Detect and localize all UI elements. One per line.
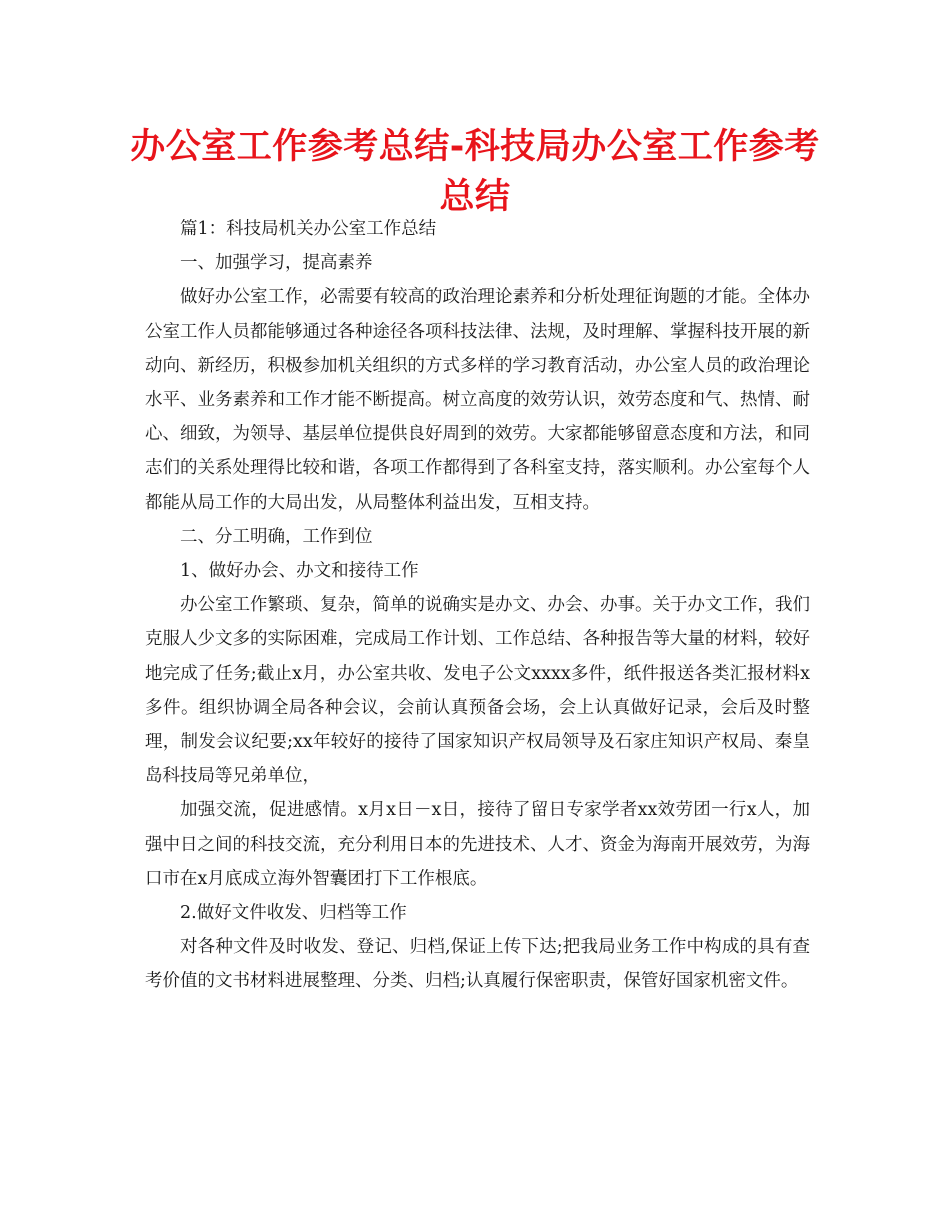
section-heading-1: 一、加强学习，提高素养 (180, 253, 373, 274)
document-title: 办公室工作参考总结-科技局办公室工作参考总结 (130, 127, 820, 217)
paragraph: 做好办公室工作，必需要有较高的政治理论素养和分析处理征询题的才能。全体办公室工作人员都能够通过各种途径各项科技法律、法规，及时理解、掌握科技开展的新动向、新经历，积极参加机关组织的方式多样的学习教育活动，办公室人员的政治理论水平、业务素养和工作才能不断提高。树立高度的效劳认识，效劳态度和气、热情、耐心、细致，为领导、基层单位提供良好周到的效劳。大家都能够留意态度和方法，和同志们的关系处理得比较和谐，各项工作都得到了各科室支持，落实顺利。办公室每个人都能从局工作的大局出发，从局整体利益出发，互相支持。 (145, 287, 810, 513)
paragraph: 对各种文件及时收发、登记、归档,保证上传下达;把我局业务工作中构成的具有查考价值的文书材料进展整理、分类、归档;认真履行保密职责，保管好国家机密文件。 (145, 937, 810, 992)
subsection-heading-2: 2.做好文件收发、归档等工作 (180, 903, 407, 924)
subsection-heading-1: 1、做好办会、办文和接待工作 (180, 561, 419, 582)
document-body (145, 212, 810, 999)
section-heading-2: 二、分工明确，工作到位 (180, 526, 373, 547)
paragraph: 加强交流，促进感情。x月x日－x日，接待了留日专家学者xx效劳团一行x人，加强中日之间的科技交流，充分利用日本的先进技术、人才、资金为海南开展效劳，为海口市在x月底成立海外智囊团打下工作根底。 (145, 800, 810, 889)
section-heading-article-1: 篇1：科技局机关办公室工作总结 (180, 219, 437, 239)
paragraph: 办公室工作繁琐、复杂，简单的说确实是办文、办会、办事。关于办文工作，我们克服人少文多的实际困难，完成局工作计划、工作总结、各种报告等大量的材料，较好地完成了任务;截止x月，办公室共收、发电子公文xxxx多件，纸件报送各类汇报材料x多件。组织协调全局各种会议，会前认真预备会场，会上认真做好记录，会后及时整理，制发会议纪要;xx年较好的接待了国家知识产权局领导及石家庄知识产权局、秦皇岛科技局等兄弟单位， (145, 595, 810, 787)
